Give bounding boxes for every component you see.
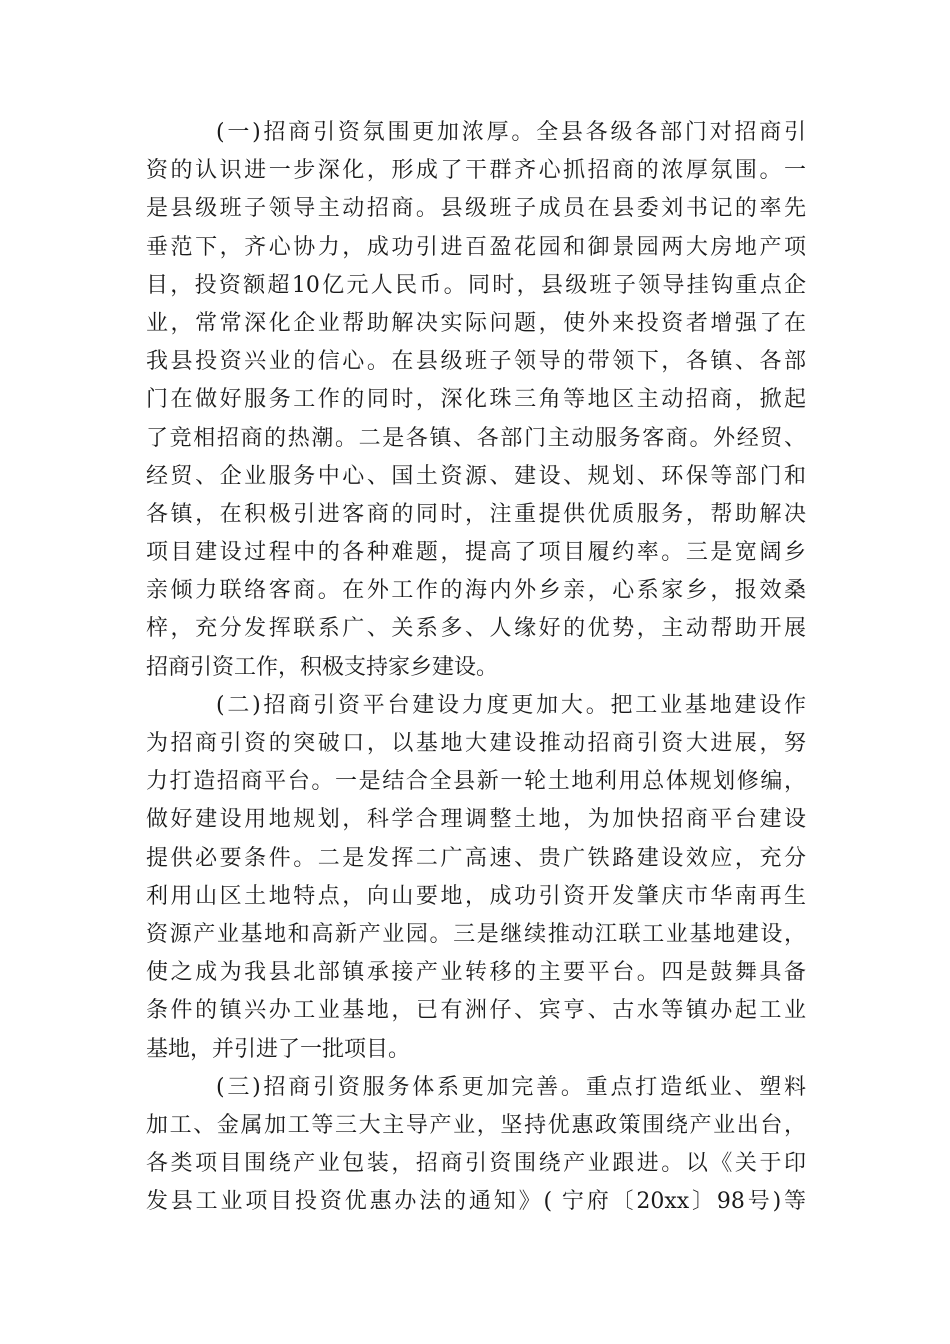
text-line: 了竞相招商的热潮。二是各镇、各部门主动服务客商。外经贸、 [146,425,806,451]
text-line: (三)招商引资服务体系更加完善。重点打造纸业、塑料 [216,1074,806,1100]
text-line: 为招商引资的突破口，以基地大建设推动招商引资大进展，努 [146,731,806,756]
text-line: 利用山区土地特点，向山要地，成功引资开发肇庆市华南再生 [146,883,806,909]
paragraph-service-system [146,1069,806,1222]
text-line: 加工、金属加工等三大主导产业，坚持优惠政策围绕产业出台， [146,1112,806,1138]
text-line: 力打造招商平台。一是结合全县新一轮土地利用总体规划修编， [146,769,806,795]
text-line: 梓，充分发挥联系广、关系多、人缘好的优势，主动帮助开展 [146,616,806,642]
text-line: 资源产业基地和高新产业园。三是继续推动江联工业基地建设， [146,921,806,947]
document-page [146,114,806,1221]
text-line: 我县投资兴业的信心。在县级班子领导的带领下，各镇、各部 [146,349,806,375]
text-line: 各类项目围绕产业包装，招商引资围绕产业跟进。以《关于印 [146,1151,806,1177]
paragraph-platform-construction [146,687,806,1069]
text-line: (二)招商引资平台建设力度更加大。把工业基地建设作 [216,692,806,718]
text-line: (一)招商引资氛围更加浓厚。全县各级各部门对招商引 [216,120,806,145]
text-line: 发县工业项目投资优惠办法的通知》( 宁府〔20xx〕98号)等 [146,1189,806,1215]
text-line: 亲倾力联络客商。在外工作的海内外乡亲，心系家乡，报效桑 [146,578,806,604]
text-line: 经贸、企业服务中心、国土资源、建设、规划、环保等部门和 [146,463,806,489]
text-line: 目，投资额超10亿元人民币。同时，县级班子领导挂钩重点企 [146,272,806,298]
text-line: 门在做好服务工作的同时，深化珠三角等地区主动招商，掀起 [146,387,806,413]
text-line: 条件的镇兴办工业基地，已有洲仔、宾亨、古水等镇办起工业 [146,998,806,1024]
text-line: 基地，并引进了一批项目。 [146,1036,411,1062]
text-line: 提供必要条件。二是发挥二广高速、贵广铁路建设效应，充分 [146,845,806,871]
text-line: 项目建设过程中的各种难题，提高了项目履约率。三是宽阔乡 [146,540,806,566]
text-line: 各镇，在积极引进客商的同时，注重提供优质服务，帮助解决 [146,501,806,527]
text-line: 业，常常深化企业帮助解决实际问题，使外来投资者增强了在 [146,310,806,336]
paragraph-investment-atmosphere [146,114,806,687]
text-line: 招商引资工作，积极支持家乡建设。 [146,654,499,680]
text-line: 做好建设用地规划，科学合理调整土地，为加快招商平台建设 [146,807,806,833]
text-line: 资的认识进一步深化，形成了干群齐心抓招商的浓厚氛围。一 [146,158,806,184]
text-line: 使之成为我县北部镇承接产业转移的主要平台。四是鼓舞具备 [146,960,806,986]
text-line: 垂范下，齐心协力，成功引进百盈花园和御景园两大房地产项 [146,234,806,260]
text-line: 是县级班子领导主动招商。县级班子成员在县委刘书记的率先 [146,196,806,222]
